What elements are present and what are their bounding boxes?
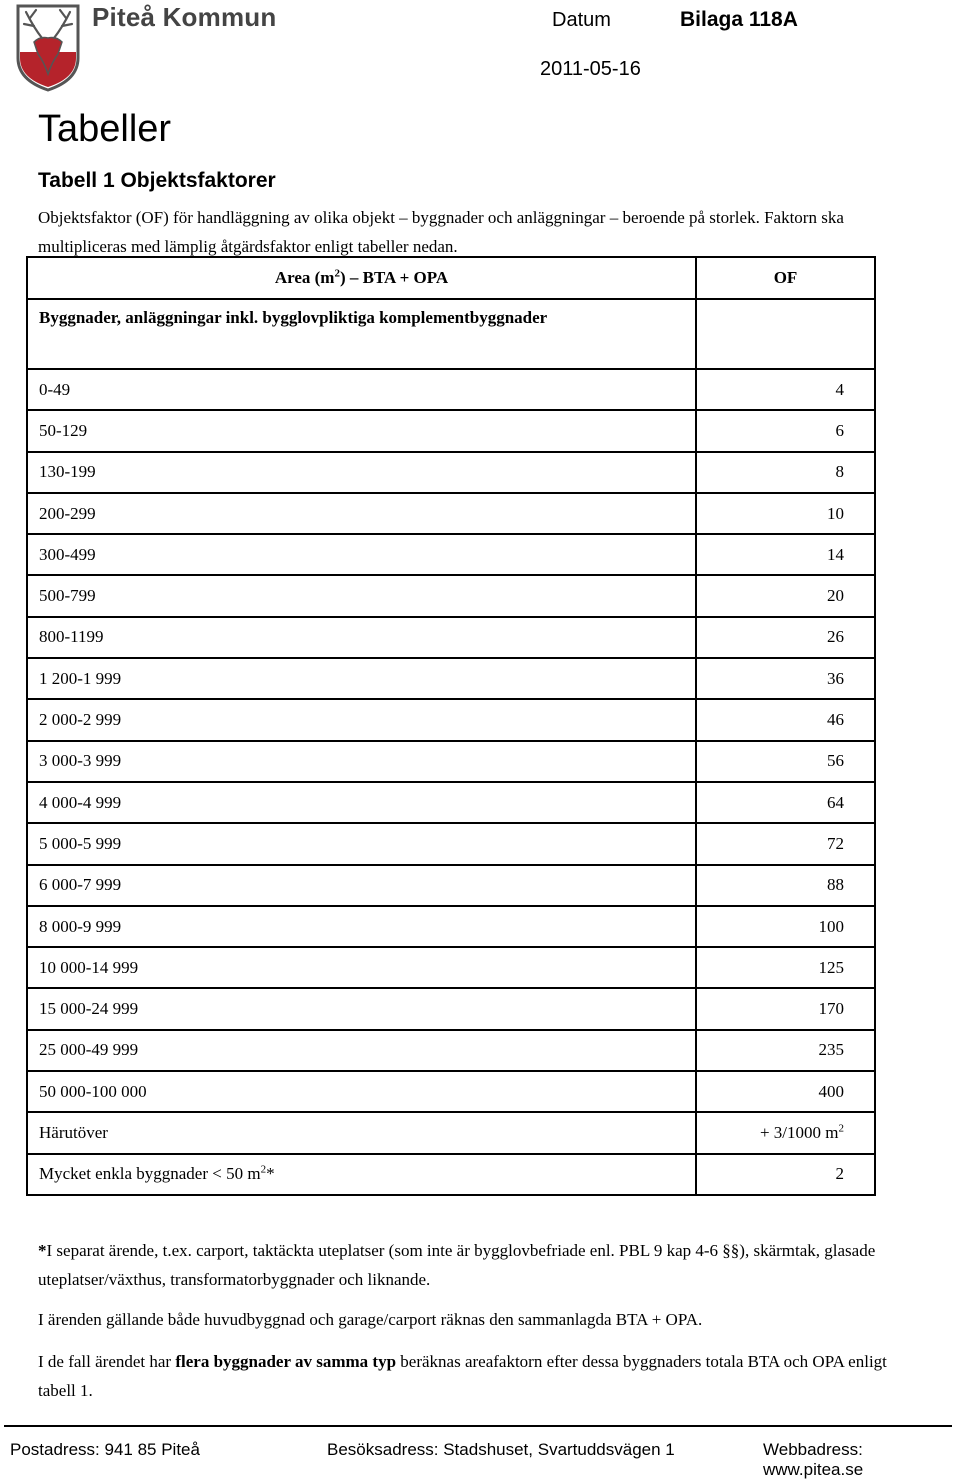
table-row [27, 988, 875, 1029]
of-cell: 46 [696, 699, 875, 740]
of-cell: 20 [696, 575, 875, 616]
footnote-paragraph: *I separat ärende, t.ex. carport, taktäckta uteplatser (som inte är bygglovbefriade enl. PBL 9 kap 4-6 §§), skärmtak, glasade uteplatser/växthus, transformatorbyggnader och liknande. [38, 1241, 876, 1289]
footer-postal-address: Postadress: 941 85 Piteå [10, 1440, 200, 1459]
footer-web-address: Webbadress: www.pitea.se [763, 1440, 864, 1479]
area-cell: 50-129 [27, 410, 696, 451]
of-cell: 14 [696, 534, 875, 575]
area-cell: 10 000-14 999 [27, 947, 696, 988]
org-name: Piteå Kommun [92, 2, 277, 32]
of-cell: 36 [696, 658, 875, 699]
of-column-header: OF [696, 257, 875, 299]
area-cell: 15 000-24 999 [27, 988, 696, 1029]
date-label: Datum [552, 9, 611, 31]
document-date: 2011-05-16 [540, 58, 641, 80]
area-text: Mycket enkla byggnader < 50 m [39, 1164, 261, 1184]
of-cell: 2 [696, 1154, 875, 1195]
table-row [27, 617, 875, 658]
table-row [27, 575, 875, 616]
table-row [27, 741, 875, 782]
table-row-simple [27, 1154, 875, 1195]
table-row [27, 369, 875, 410]
of-cell [696, 1112, 875, 1153]
area-cell: 2 000-2 999 [27, 699, 696, 740]
table-row [27, 493, 875, 534]
area-cell: 800-1199 [27, 617, 696, 658]
of-cell: 170 [696, 988, 875, 1029]
of-cell: 400 [696, 1071, 875, 1112]
table-subheader-row [27, 299, 875, 369]
table-row [27, 865, 875, 906]
object-factor-table [26, 256, 876, 1196]
category-value-cell [696, 299, 875, 369]
area-cell [27, 1154, 696, 1195]
area-sup: 2 [260, 1163, 267, 1176]
area-cell: 1 200-1 999 [27, 658, 696, 699]
table-row [27, 534, 875, 575]
area-cell: 50 000-100 000 [27, 1071, 696, 1112]
table-row [27, 906, 875, 947]
table-row [27, 947, 875, 988]
intro-paragraph: Objektsfaktor (OF) för handläggning av olika objekt – byggnader och anläggningar – beroende på storlek. Faktorn ska multipliceras med lämplig åtgärdsfaktor enligt tabeller nedan. [38, 208, 844, 256]
page-title: Tabeller [38, 108, 172, 150]
table-row [27, 1030, 875, 1071]
area-column-header: Area $(m^2)$ – BTA + OPA [27, 257, 696, 299]
of-cell: 100 [696, 906, 875, 947]
area-cell: 500-799 [27, 575, 696, 616]
reindeer-shield-icon [12, 2, 84, 92]
footer-visit-address: Besöksadress: Stadshuset, Svartuddsvägen 1 [327, 1440, 675, 1459]
area-cell: 300-499 [27, 534, 696, 575]
area-cell: 200-299 [27, 493, 696, 534]
table-row [27, 823, 875, 864]
of-cell: 125 [696, 947, 875, 988]
attachment-label: Bilaga 118A [680, 8, 798, 31]
area-cell: 0-49 [27, 369, 696, 410]
table-row [27, 1071, 875, 1112]
area-cell: 6 000-7 999 [27, 865, 696, 906]
multiple-buildings-paragraph: I de fall ärendet har flera byggnader av samma typ beräknas areafaktorn efter dessa byggnaders totala BTA och OPA enligt tabell 1. [38, 1352, 887, 1400]
footer-divider [4, 1425, 952, 1427]
area-cell: Härutöver [27, 1112, 696, 1153]
of-cell: 56 [696, 741, 875, 782]
area-cell: 25 000-49 999 [27, 1030, 696, 1071]
of-cell: 26 [696, 617, 875, 658]
area-cell: 4 000-4 999 [27, 782, 696, 823]
of-value-sup: 2 [838, 1122, 844, 1135]
table-row-extra [27, 1112, 875, 1153]
combined-area-paragraph: I ärenden gällande både huvudbyggnad och garage/carport räknas den sammanlagda BTA + OPA. [38, 1310, 703, 1329]
table-header-row [27, 257, 875, 299]
area-mark: * [266, 1164, 275, 1184]
of-cell: 4 [696, 369, 875, 410]
of-cell: 10 [696, 493, 875, 534]
table-row [27, 452, 875, 493]
table-row [27, 699, 875, 740]
table-row [27, 658, 875, 699]
table-row [27, 410, 875, 451]
area-cell: 3 000-3 999 [27, 741, 696, 782]
area-cell: 5 000-5 999 [27, 823, 696, 864]
of-value-text: + 3/1000 m [759, 1122, 839, 1142]
of-cell: 8 [696, 452, 875, 493]
table-row [27, 782, 875, 823]
of-cell: 6 [696, 410, 875, 451]
of-cell: 88 [696, 865, 875, 906]
of-cell: 72 [696, 823, 875, 864]
of-cell: 64 [696, 782, 875, 823]
table-heading: Tabell 1 Objektsfaktorer [38, 169, 276, 192]
of-cell: 235 [696, 1030, 875, 1071]
area-cell: 8 000-9 999 [27, 906, 696, 947]
category-label: Byggnader, anläggningar inkl. bygglovpliktiga komplementbyggnader [27, 299, 696, 369]
area-cell: 130-199 [27, 452, 696, 493]
